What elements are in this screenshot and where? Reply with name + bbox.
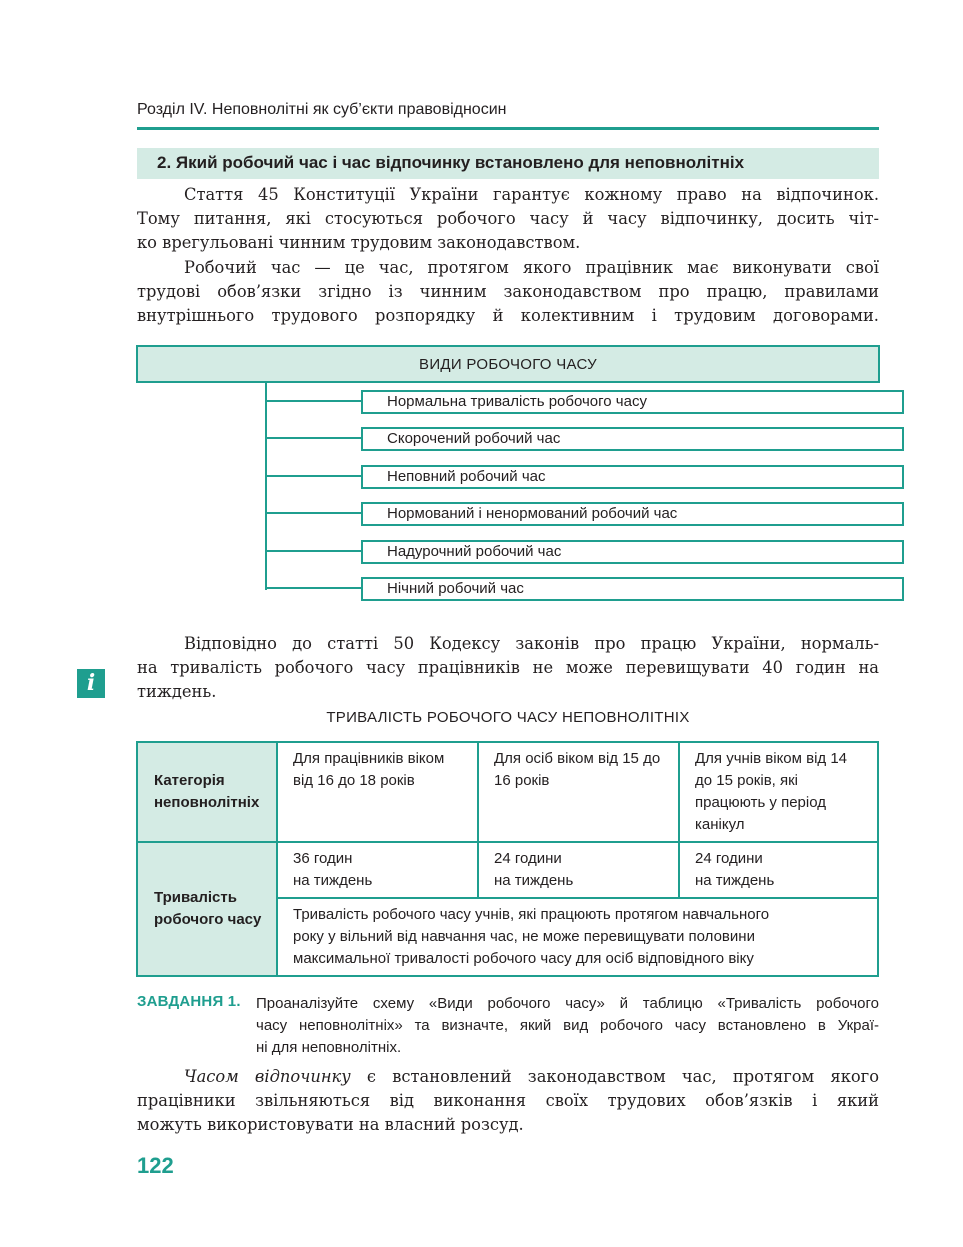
section-heading-bar: [137, 148, 879, 179]
note-line: Тривалість робочого часу учнів, які працюють протягом навчального: [293, 906, 770, 923]
paragraph-line: трудові обов’язки згідно із чинним законодавством про працю, правилами: [137, 282, 879, 301]
table-cell: Для працівників віком від 16 до 18 років: [277, 742, 478, 842]
task-line: часу неповнолітніх» та визначте, який вид робочого часу встановлено в Украї-: [256, 1017, 879, 1034]
paragraph-line: Робочий час — це час, протягом якого працівник має виконувати свої: [184, 258, 879, 277]
paragraph-1: [137, 183, 879, 255]
duration-table: [136, 741, 879, 977]
table-title: ТРИВАЛІСТЬ РОБОЧОГО ЧАСУ НЕПОВНОЛІТНІХ: [326, 709, 690, 726]
scheme-connector-trunk: [265, 381, 267, 590]
paragraph-line: [137, 1065, 879, 1089]
table-row: [137, 842, 878, 898]
note-line: року у вільний від навчання час, не може перевищувати половини: [293, 928, 755, 945]
duration-value: 24 години: [695, 850, 763, 867]
table-cell: Для осіб віком від 15 до 16 років: [478, 742, 679, 842]
paragraph-line: тиждень.: [137, 682, 217, 701]
duration-value: 36 годин: [293, 850, 353, 867]
header-rule: [137, 127, 879, 130]
duration-unit: на тиждень: [695, 872, 775, 889]
paragraph-2: [137, 256, 879, 328]
term-italic: Часом відпочинку: [184, 1067, 351, 1086]
page-number: 122: [137, 1153, 174, 1178]
table-cell: [277, 842, 478, 898]
paragraph-line: на тривалість робочого часу працівників не може перевищувати 40 годин на: [137, 658, 879, 677]
scheme-connector-branch: [265, 550, 361, 552]
scheme-connector-branch: [265, 400, 361, 402]
duration-unit: на тиждень: [293, 872, 373, 889]
duration-value: 24 години: [494, 850, 562, 867]
running-header: Розділ IV. Неповнолітні як суб’єкти правовідносин: [137, 101, 507, 118]
duration-unit: на тиждень: [494, 872, 574, 889]
paragraph-line: Відповідно до статті 50 Кодексу законів про працю України, нормаль-: [184, 634, 879, 653]
paragraph-4: [137, 1065, 879, 1137]
scheme-connector-branch: [265, 437, 361, 439]
task-line: ні для неповнолітніх.: [256, 1039, 402, 1056]
scheme-item-part-time: Неповний робочий час: [361, 465, 904, 489]
paragraph-line: Стаття 45 Конституції України гарантує кожному право на відпочинок.: [184, 185, 879, 204]
paragraph-line: внутрішнього трудового розпорядку й колективним і трудовим договорами.: [137, 306, 879, 325]
table-row: [137, 742, 878, 842]
scheme-item-night: Нічний робочий час: [361, 577, 904, 601]
section-title: 2. Який робочий час і час відпочинку встановлено для неповнолітніх: [157, 153, 745, 172]
paragraph-line: ко врегульовані чинним трудовим законодавством.: [137, 233, 581, 252]
paragraph-line: можуть використовувати на власний розсуд.: [137, 1115, 524, 1134]
table-cell: [478, 842, 679, 898]
scheme-item-normalized: Нормований і ненормований робочий час: [361, 502, 904, 526]
task-line: Проаналізуйте схему «Види робочого часу» й таблицю «Тривалість робочого: [256, 995, 879, 1012]
scheme-item-overtime: Надурочний робочий час: [361, 540, 904, 564]
info-i-icon: i: [77, 669, 105, 698]
paragraph-3: [137, 632, 879, 704]
scheme-connector-branch: [265, 587, 361, 589]
paragraph-line: працівники звільняються від виконання своїх трудових обов’язків і який: [137, 1091, 879, 1110]
scheme-item-reduced: Скорочений робочий час: [361, 427, 904, 451]
table-note-cell: [277, 898, 878, 976]
table-cell: Для учнів віком від 14 до 15 років, які працюють у період канікул: [679, 742, 878, 842]
scheme-title: ВИДИ РОБОЧОГО ЧАСУ: [136, 345, 880, 383]
paragraph-line: Тому питання, які стосуються робочого часу й часу відпочинку, досить чіт-: [137, 209, 879, 228]
scheme-connector-branch: [265, 475, 361, 477]
table-cell: [679, 842, 878, 898]
scheme-connector-branch: [265, 512, 361, 514]
scheme-item-normal: Нормальна тривалість робочого часу: [361, 390, 904, 414]
task-text: [256, 993, 879, 1059]
task-label: ЗАВДАННЯ 1.: [137, 993, 241, 1010]
note-line: максимальної тривалості робочого часу для осіб відповідного віку: [293, 950, 754, 967]
row-header-category: Категорія неповнолітніх: [137, 742, 277, 842]
row-header-duration: Тривалість робочого часу: [137, 842, 277, 976]
paragraph-fragment: є встановлений законодавством час, протягом якого: [350, 1067, 879, 1086]
